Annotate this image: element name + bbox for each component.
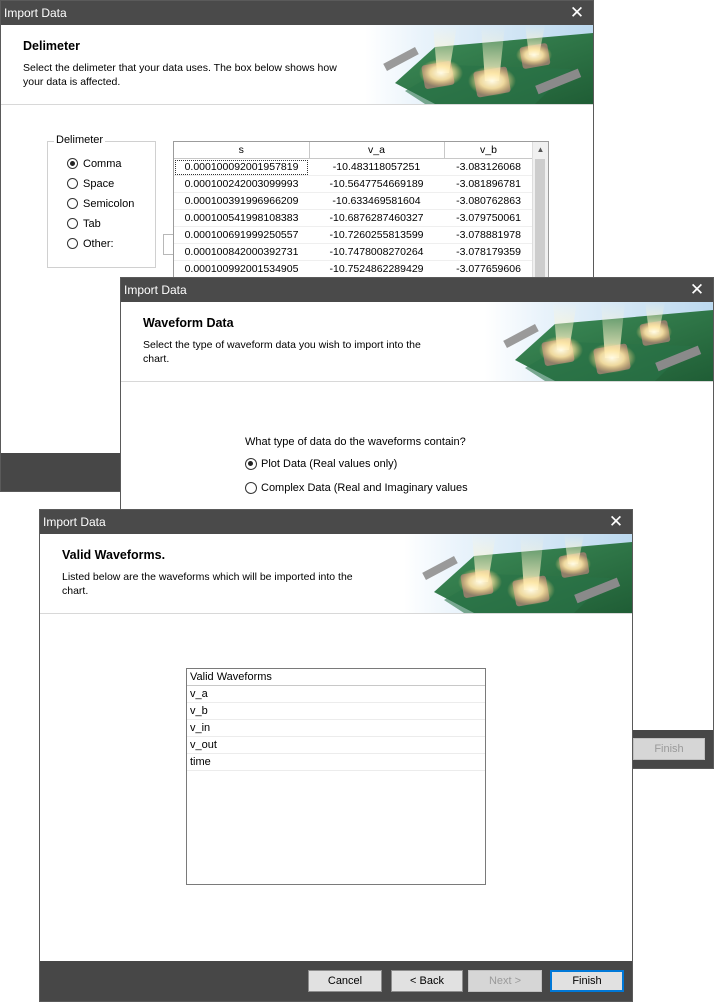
next-button-label: Next >	[488, 975, 522, 987]
page-title: Delimeter	[23, 39, 80, 53]
table-cell[interactable]: -3.080762863	[444, 193, 533, 210]
table-cell[interactable]: 0.000100842000392731	[174, 244, 309, 261]
table-row	[174, 176, 533, 193]
radio-button[interactable]	[67, 218, 78, 229]
wizard-header	[1, 25, 593, 105]
window-title: Import Data	[43, 515, 106, 529]
radio-label: Semicolon	[83, 198, 135, 210]
radio-button[interactable]	[67, 198, 78, 209]
radio-button[interactable]	[67, 158, 78, 169]
radio-label: Tab	[83, 218, 101, 230]
close-icon[interactable]: ✕	[569, 3, 585, 22]
table-row	[174, 210, 533, 227]
radio-button[interactable]	[67, 178, 78, 189]
window-title: Import Data	[4, 6, 67, 20]
back-button[interactable]	[391, 970, 463, 992]
table-cell[interactable]: -3.083126068	[444, 159, 533, 176]
table-cell[interactable]: -3.078881978	[444, 227, 533, 244]
page-title: Valid Waveforms.	[62, 548, 166, 562]
title-bar[interactable]	[1, 1, 593, 25]
table-row	[174, 193, 533, 210]
table-cell[interactable]: 0.000100092001957819	[174, 159, 309, 176]
data-type-question: What type of data do the waveforms contain?	[245, 436, 466, 448]
table-cell[interactable]: -3.077659606	[444, 261, 533, 278]
cancel-button-label: Cancel	[327, 975, 363, 987]
page-title: Waveform Data	[143, 316, 234, 330]
close-icon[interactable]: ✕	[689, 280, 705, 299]
delimiter-group	[47, 134, 156, 268]
column-header[interactable]: v_b	[444, 142, 533, 159]
column-header[interactable]: v_a	[309, 142, 444, 159]
circuit-banner-image	[485, 302, 713, 381]
radio-button[interactable]	[245, 458, 257, 470]
finish-button[interactable]	[550, 970, 624, 992]
preview-table	[174, 142, 534, 278]
page-description: Select the delimeter that your data uses. The box below shows how your data is affected.	[23, 62, 337, 88]
valid-waveforms-list[interactable]	[186, 668, 486, 885]
table-cell[interactable]: 0.000100992001534905	[174, 261, 309, 278]
table-cell[interactable]: -10.5647754669189	[309, 176, 444, 193]
table-cell[interactable]: -10.7260255813599	[309, 227, 444, 244]
radio-label: Plot Data (Real values only)	[261, 458, 398, 470]
back-button-label: < Back	[410, 975, 444, 987]
table-cell[interactable]: -10.483118057251	[309, 159, 444, 176]
table-cell[interactable]: -3.081896781	[444, 176, 533, 193]
wizard-header	[40, 534, 632, 614]
title-bar[interactable]	[121, 278, 713, 302]
cancel-button[interactable]	[308, 970, 382, 992]
table-row	[174, 261, 533, 278]
valid-waveforms-window	[39, 509, 633, 1002]
finish-button-label: Finish	[654, 743, 684, 755]
scroll-up-arrow-icon[interactable]: ▲	[536, 145, 545, 154]
table-cell[interactable]: 0.000100242003099993	[174, 176, 309, 193]
table-cell[interactable]: -10.6876287460327	[309, 210, 444, 227]
group-label: Delimeter	[56, 134, 104, 146]
list-item[interactable]: time	[187, 754, 485, 771]
next-button[interactable]	[468, 970, 542, 992]
page-description: Select the type of waveform data you wish to import into the chart.	[143, 339, 421, 365]
radio-label: Comma	[83, 158, 122, 170]
table-row	[174, 244, 533, 261]
table-cell[interactable]: -3.079750061	[444, 210, 533, 227]
list-header[interactable]: Valid Waveforms	[187, 669, 485, 686]
radio-label: Other:	[83, 238, 114, 250]
table-cell[interactable]: -10.7524862289429	[309, 261, 444, 278]
circuit-banner-image	[404, 534, 632, 613]
circuit-banner-image	[365, 25, 593, 104]
finish-button-label: Finish	[572, 975, 602, 987]
list-item[interactable]: v_a	[187, 686, 485, 703]
table-cell[interactable]: -10.7478008270264	[309, 244, 444, 261]
close-icon[interactable]: ✕	[608, 512, 624, 531]
list-item[interactable]: v_out	[187, 737, 485, 754]
column-header[interactable]: s	[174, 142, 309, 159]
list-item[interactable]: v_b	[187, 703, 485, 720]
preview-header-row	[174, 142, 533, 159]
radio-button[interactable]	[245, 482, 257, 494]
table-row	[174, 227, 533, 244]
list-item[interactable]: v_in	[187, 720, 485, 737]
wizard-footer	[40, 961, 632, 1001]
radio-button[interactable]	[67, 238, 78, 249]
table-cell[interactable]: 0.000100391996966209	[174, 193, 309, 210]
wizard-header	[121, 302, 713, 382]
table-row	[174, 159, 533, 176]
page-description: Listed below are the waveforms which will be imported into the chart.	[62, 571, 353, 597]
radio-label: Complex Data (Real and Imaginary values	[261, 482, 468, 494]
table-cell[interactable]: -10.633469581604	[309, 193, 444, 210]
table-cell[interactable]: 0.000100541998108383	[174, 210, 309, 227]
window-title: Import Data	[124, 283, 187, 297]
radio-label: Space	[83, 178, 115, 190]
finish-button[interactable]	[633, 738, 705, 760]
title-bar[interactable]	[40, 510, 632, 534]
table-cell[interactable]: -3.078179359	[444, 244, 533, 261]
table-cell[interactable]: 0.000100691999250557	[174, 227, 309, 244]
